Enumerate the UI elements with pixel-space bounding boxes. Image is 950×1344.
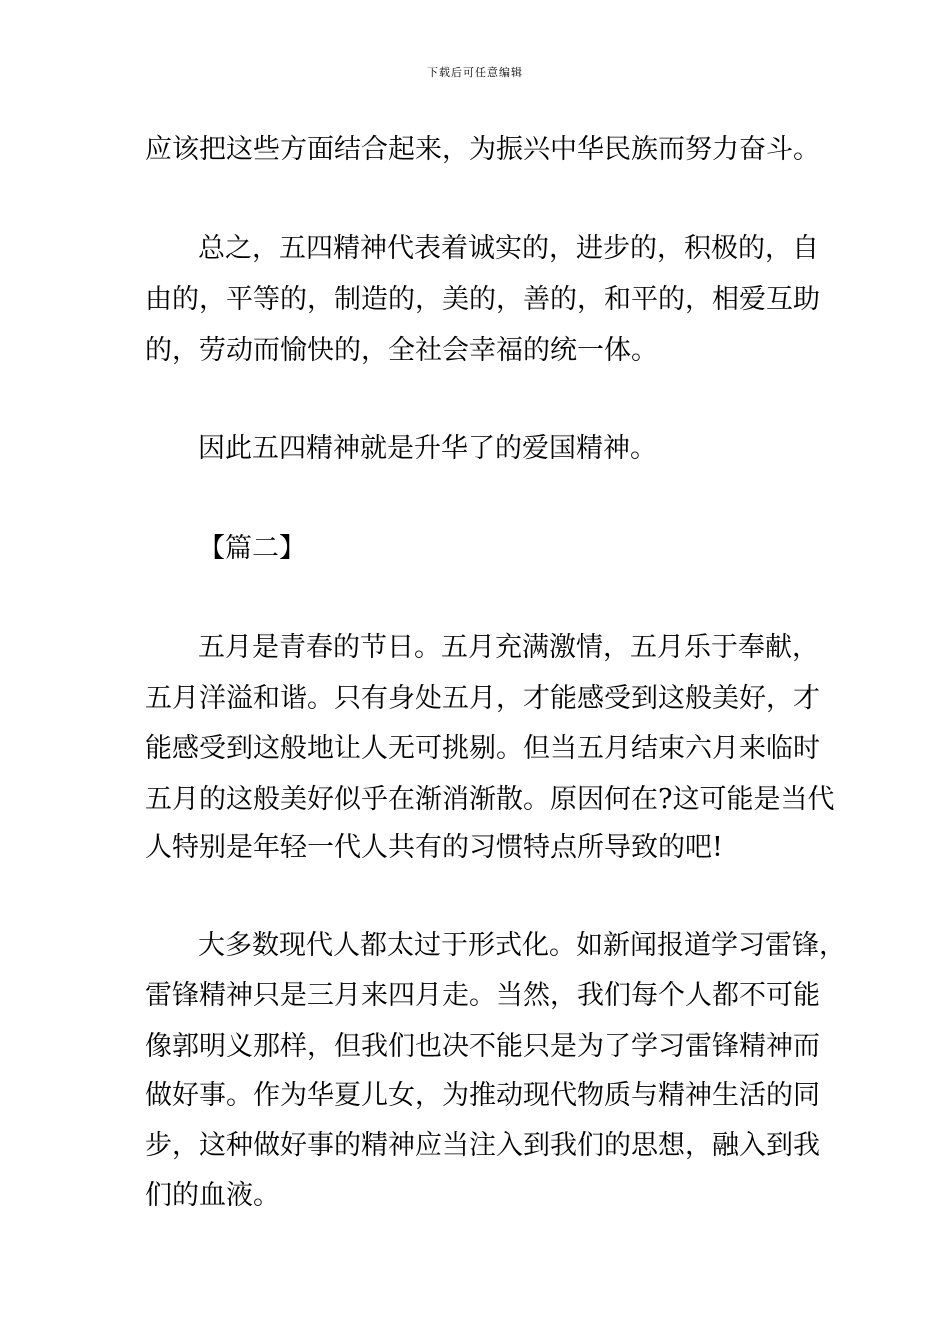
text-line: 的，劳动而愉快的，全社会幸福的统一体。: [145, 335, 658, 366]
text-line: 做好事。作为华夏儿女，为推动现代物质与精神生活的同: [145, 1080, 820, 1111]
text-line: 大多数现代人都太过于形式化。如新闻报道学习雷锋，: [198, 930, 846, 961]
text-line: 应该把这些方面结合起来，为振兴中华民族而努力奋斗。: [145, 134, 820, 165]
page-header: 下载后可任意编辑: [427, 66, 523, 79]
text-line: 总之，五四精神代表着诚实的，进步的，积极的，自: [198, 233, 819, 264]
text-line: 人特别是年轻一代人共有的习惯特点所导致的吧!: [145, 832, 723, 863]
text-line: 因此五四精神就是升华了的爱国精神。: [198, 433, 657, 464]
text-line: 像郭明义那样，但我们也决不能只是为了学习雷锋精神而: [145, 1031, 820, 1062]
text-line: 雷锋精神只是三月来四月走。当然，我们每个人都不可能: [145, 980, 820, 1011]
section-heading: 【篇二】: [198, 533, 306, 564]
text-line: 们的血液。: [145, 1180, 280, 1211]
text-line: 五月的这般美好似乎在渐消渐散。原因何在?这可能是当代: [145, 784, 835, 815]
text-line: 能感受到这般地让人无可挑剔。但当五月结束六月来临时: [145, 733, 820, 764]
text-line: 步，这种做好事的精神应当注入到我们的思想，融入到我: [145, 1130, 820, 1161]
text-line: 由的，平等的，制造的，美的，善的，和平的，相爱互助: [145, 284, 820, 315]
text-line: 五月是青春的节日。五月充满激情，五月乐于奉献，: [198, 632, 819, 663]
text-line: 五月洋溢和谐。只有身处五月，才能感受到这般美好，才: [145, 683, 820, 714]
